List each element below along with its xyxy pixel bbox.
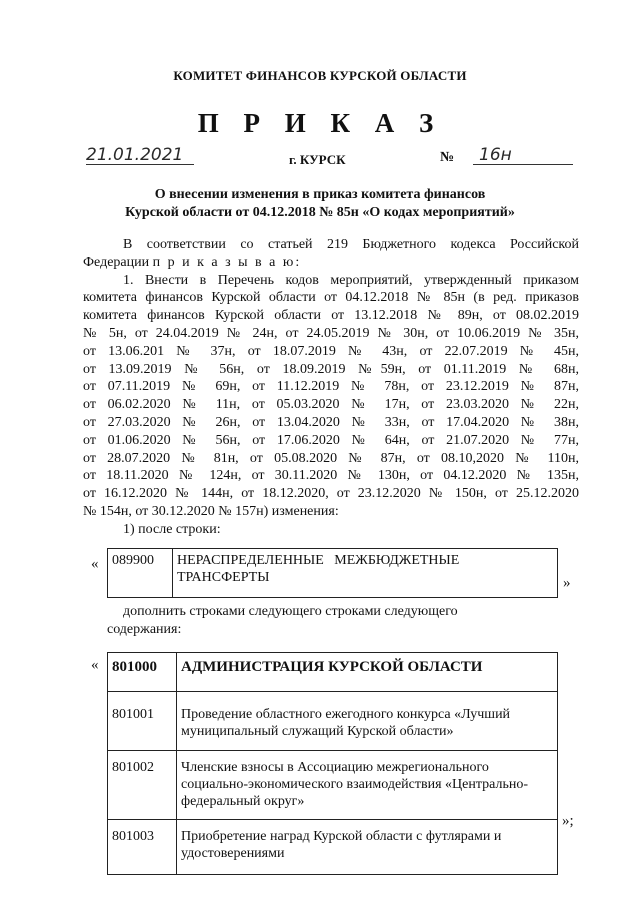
table1-close-quote: » (563, 575, 571, 591)
item1-line: от 07.11.2019 № 69н, от 11.12.2019 № 78н, от 23.12.2019 № 87н, (83, 379, 579, 395)
table2-name-line: Членские взносы в Ассоциацию межрегионального (181, 760, 489, 775)
item1-line: комитета финансов Курской области от 04.12.2018 № 85н (в ред. приказов (83, 290, 579, 306)
item1-line: от 27.03.2020 № 26н, от 13.04.2020 № 33н, от 17.04.2020 № 38н, (83, 414, 579, 430)
item1-line: от 13.09.2019 № 56н, от 18.09.2019 №59н, от 01.11.2019 № 68н, (83, 361, 579, 377)
table1-code-cell: 089900 (108, 549, 173, 598)
table2-name-cell (177, 653, 558, 692)
item1-line: комитета финансов Курской области от 13.12.2018 № 89н, от 08.02.2019 (83, 308, 579, 324)
table1-row (108, 549, 558, 598)
table2-code-cell: 801002 (108, 751, 177, 820)
order-body (83, 236, 579, 539)
table2-name-line: Проведение областного ежегодного конкурса «Лучший (181, 707, 511, 722)
table2-name-line: удостоверениями (181, 846, 285, 861)
table2-name-line: Приобретение наград Курской области с футлярами и (181, 829, 502, 844)
table1-name-line-2: ТРАНСФЕРТЫ (177, 570, 270, 585)
item1-line: от 28.07.2020 № 81н, от 05.08.2020 № 87н, от 08.10,2020 № 110н, (83, 450, 579, 466)
preamble-line-1: В соответствии со статьей 219 Бюджетного кодекса Российской (123, 237, 579, 252)
item1-line: № 5н, от 24.04.2019 № 24н, от 24.05.2019 № 30н, от 10.06.2019 № 35н, (83, 325, 579, 341)
between-line-1: дополнить строками следующего строками следующего (123, 604, 458, 619)
table2-name-line: АДМИНИСТРАЦИЯ КУРСКОЙ ОБЛАСТИ (181, 659, 483, 675)
item1-line: от 16.12.2020 № 144н, от 18.12.2020, от 23.12.2020 № 150н, от 25.12.2020 (83, 486, 579, 502)
table2-name-cell (177, 751, 558, 820)
table2-code-cell: 801003 (108, 820, 177, 875)
order-number-label: № (440, 150, 455, 165)
subitem-1: 1) после строки: (123, 521, 221, 537)
table1-open-quote: « (91, 556, 99, 572)
item1-line: от 18.11.2020 № 124н, от 30.11.2020 № 130н, от 04.12.2020 № 135н, (83, 468, 579, 484)
preamble-prikazyvayu: п р и к а з ы в а ю: (152, 254, 302, 270)
table2-name-line: федеральный округ» (181, 794, 305, 809)
order-subject (0, 186, 640, 222)
table2-name-cell (177, 692, 558, 751)
table-row (108, 751, 558, 820)
committee-header: КОМИТЕТ ФИНАНСОВ КУРСКОЙ ОБЛАСТИ (173, 68, 467, 83)
table-row (108, 692, 558, 751)
item1-line: от 13.06.201 № 37н, от 18.07.2019 № 43н, от 22.07.2019 № 45н, (83, 343, 579, 359)
city-label: г. КУРСК (289, 152, 346, 167)
item1-paragraph (83, 272, 579, 503)
order-number-handwritten: 16н (473, 146, 573, 165)
subject-line-2: Курской области от 04.12.2018 № 85н «О кодах мероприятий» (125, 205, 515, 220)
table2 (107, 652, 558, 875)
preamble-line-2 (83, 254, 579, 272)
table2-code-cell: 801001 (108, 692, 177, 751)
table2-name-cell (177, 820, 558, 875)
document-type-title: П Р И К А З (197, 108, 443, 138)
table1 (107, 548, 558, 598)
item1-last-line: № 154н, от 30.12.2020 № 157н) изменения: (83, 503, 339, 519)
table2-code-cell: 801000 (108, 653, 177, 692)
subject-line-1: О внесении изменения в приказ комитета финансов (154, 187, 486, 202)
preamble-line-2-start: Федерации (83, 254, 150, 270)
between-line-2: содержания: (107, 622, 182, 637)
order-date-handwritten: 21.01.2021 (86, 146, 194, 165)
table1-name-cell (173, 549, 558, 598)
table2-name-line: муниципальный служащий Курской области» (181, 724, 454, 739)
table-row (108, 820, 558, 875)
table2-open-quote: « (91, 657, 99, 673)
item1-line: от 01.06.2020 № 56н, от 17.06.2020 № 64н, от 21.07.2020 № 77н, (83, 432, 579, 448)
table1-name-line-1: НЕРАСПРЕДЕЛЕННЫЕ МЕЖБЮДЖЕТНЫЕ (177, 553, 460, 568)
item1-line: 1. Внести в Перечень кодов мероприятий, утвержденный приказом (123, 272, 579, 288)
table2-name-line: социально-экономического взаимодействия «Центрально- (181, 777, 529, 792)
item1-line: от 06.02.2020 № 11н, от 05.03.2020 № 17н, от 23.03.2020 № 22н, (83, 397, 579, 413)
table-row (108, 653, 558, 692)
table2-close-quote: »; (562, 813, 574, 829)
